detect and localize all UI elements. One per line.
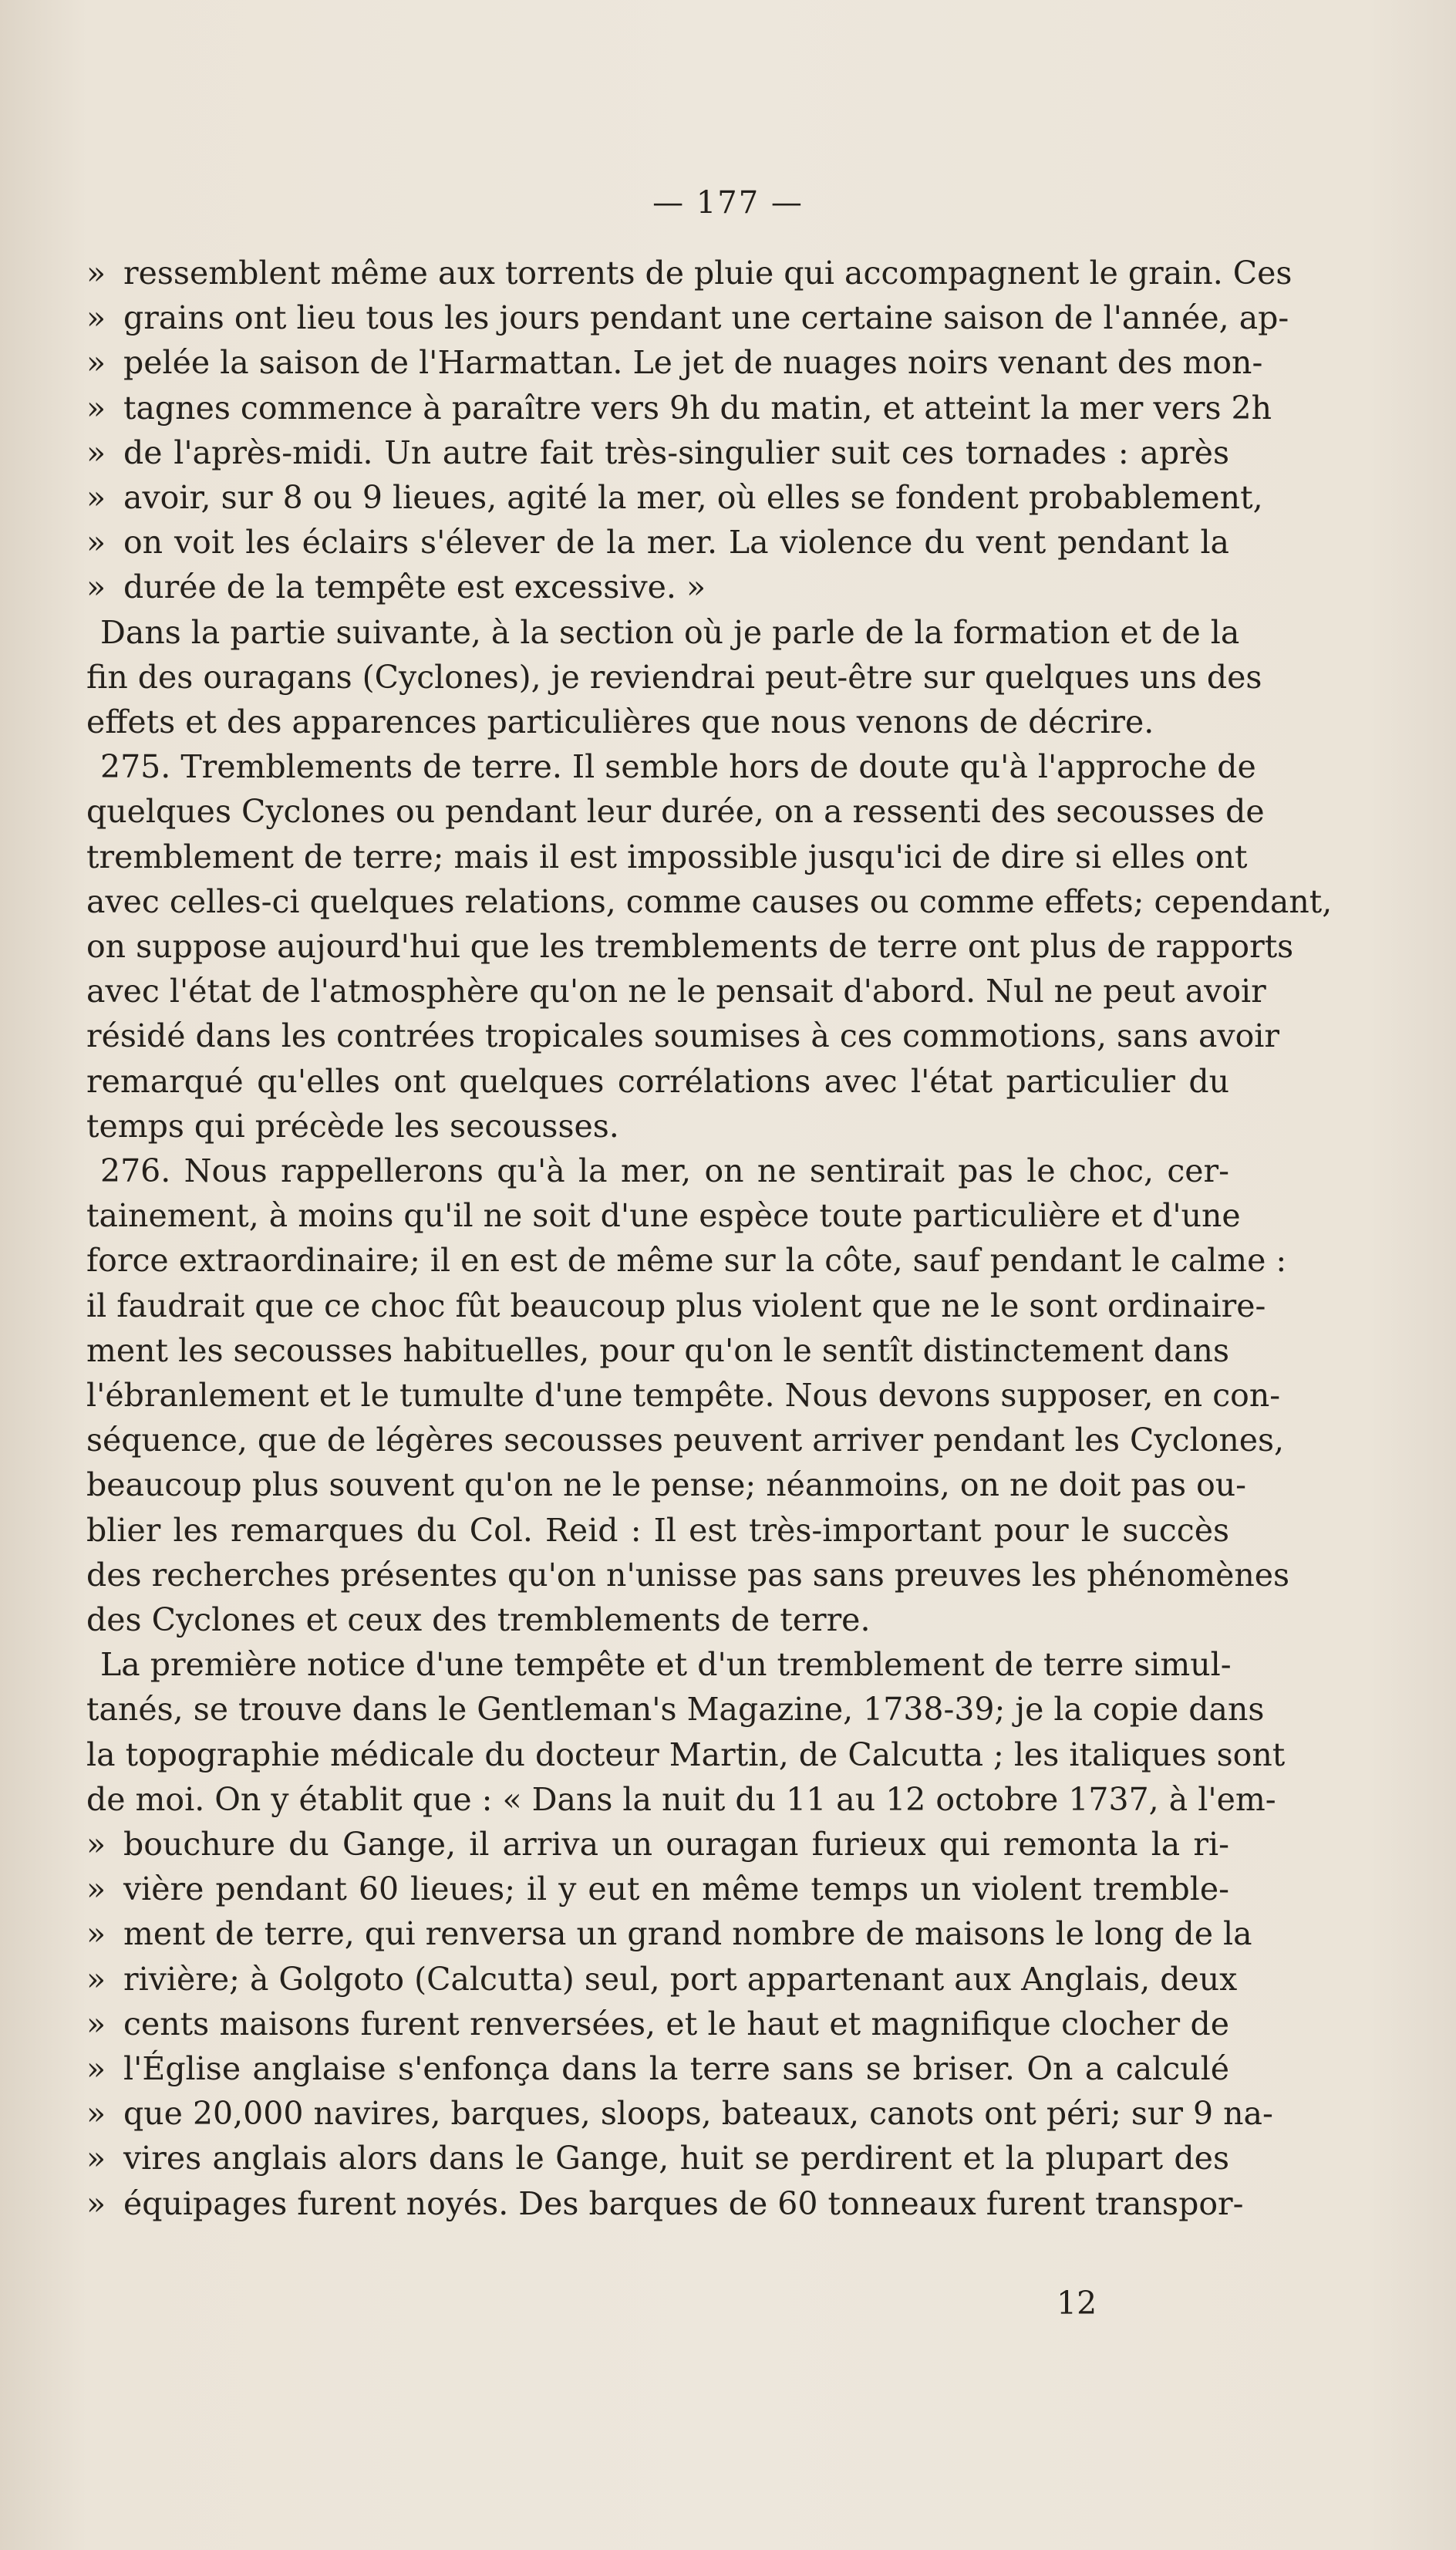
text-line: la topographie médicale du docteur Martin, de Calcutta ; les italiques sont xyxy=(86,1736,1286,1773)
text-line: l'Église anglaise s'enfonça dans la terre sans se briser. On a calculé xyxy=(123,2050,1229,2087)
text-line: rivière; à Golgoto (Calcutta) seul, port appartenant aux Anglais, deux xyxy=(123,1961,1238,1998)
text-line: de l'après-midi. Un autre fait très-singulier suit ces tornades : après xyxy=(123,434,1229,471)
text-line: avec celles-ci quelques relations, comme causes ou comme effets; cependant, xyxy=(86,883,1333,920)
text-line: fin des ouragans (Cyclones), je reviendrai peut-être sur quelques uns des xyxy=(86,659,1262,696)
text-line: bouchure du Gange, il arriva un ouragan furieux qui remonta la ri- xyxy=(123,1826,1229,1863)
text-line: avoir, sur 8 ou 9 lieues, agité la mer, où elles se fondent probablement, xyxy=(123,479,1263,516)
text-line: durée de la tempête est excessive. » xyxy=(123,568,706,605)
text-line: La première notice d'une tempête et d'un tremblement de terre simul- xyxy=(100,1646,1232,1683)
text-line: temps qui précède les secousses. xyxy=(86,1108,619,1145)
text-line: vière pendant 60 lieues; il y eut en même temps un violent tremble- xyxy=(123,1870,1229,1907)
quote-marker: » xyxy=(86,390,106,427)
text-line: l'ébranlement et le tumulte d'une tempête. Nous devons supposer, en con- xyxy=(86,1377,1281,1414)
text-line: de moi. On y établit que : « Dans la nuit du 11 au 12 octobre 1737, à l'em- xyxy=(86,1781,1276,1818)
text-line: pelée la saison de l'Harmattan. Le jet de nuages noirs venant des mon- xyxy=(123,344,1263,381)
quote-marker: » xyxy=(86,344,106,381)
text-line: des Cyclones et ceux des tremblements de terre. xyxy=(86,1601,871,1638)
text-line: beaucoup plus souvent qu'on ne le pense; néanmoins, on ne doit pas ou- xyxy=(86,1466,1247,1503)
text-line: cents maisons furent renversées, et le haut et magnifique clocher de xyxy=(123,2005,1229,2042)
text-line: résidé dans les contrées tropicales soumises à ces commotions, sans avoir xyxy=(86,1017,1279,1054)
text-line: ment de terre, qui renversa un grand nombre de maisons le long de la xyxy=(123,1915,1252,1952)
text-line: effets et des apparences particulières que nous venons de décrire. xyxy=(86,703,1154,740)
quote-marker: » xyxy=(86,255,106,292)
text-line: tagnes commence à paraître vers 9h du matin, et atteint la mer vers 2h xyxy=(123,390,1272,427)
text-line: il faudrait que ce choc fût beaucoup plus violent que ne le sont ordinaire- xyxy=(86,1287,1266,1324)
text-line: avec l'état de l'atmosphère qu'on ne le pensait d'abord. Nul ne peut avoir xyxy=(86,973,1266,1010)
quote-marker: » xyxy=(86,479,106,516)
text-line: ressemblent même aux torrents de pluie qui accompagnent le grain. Ces xyxy=(123,255,1293,292)
text-line: on suppose aujourd'hui que les tremblements de terre ont plus de rapports xyxy=(86,928,1294,965)
quote-marker: » xyxy=(86,2140,106,2177)
text-line: blier les remarques du Col. Reid : Il est très-important pour le succès xyxy=(86,1512,1229,1549)
text-line: équipages furent noyés. Des barques de 60 tonneaux furent transpor- xyxy=(123,2185,1244,2222)
text-line: force extraordinaire; il en est de même sur la côte, sauf pendant le calme : xyxy=(86,1242,1287,1279)
quote-marker: » xyxy=(86,1915,106,1952)
text-line: Dans la partie suivante, à la section où je parle de la formation et de la xyxy=(100,614,1240,651)
quote-marker: » xyxy=(86,524,106,561)
text-line: vires anglais alors dans le Gange, huit se perdirent et la plupart des xyxy=(123,2140,1229,2177)
quote-marker: » xyxy=(86,1961,106,1998)
signature-mark: 12 xyxy=(1057,2285,1097,2322)
text-line: 276. Nous rappellerons qu'à la mer, on ne sentirait pas le choc, cer- xyxy=(100,1152,1229,1189)
text-line: tainement, à moins qu'il ne soit d'une espèce toute particulière et d'une xyxy=(86,1197,1241,1234)
text-line: remarqué qu'elles ont quelques corrélations avec l'état particulier du xyxy=(86,1063,1229,1100)
quote-marker: » xyxy=(86,568,106,605)
text-line: grains ont lieu tous les jours pendant une certaine saison de l'année, ap- xyxy=(123,299,1289,336)
text-line: tremblement de terre; mais il est impossible jusqu'ici de dire si elles ont xyxy=(86,838,1248,875)
text-line: on voit les éclairs s'élever de la mer. La violence du vent pendant la xyxy=(123,524,1229,561)
text-line: 275. Tremblements de terre. Il semble hors de doute qu'à l'approche de xyxy=(100,748,1256,785)
quote-marker: » xyxy=(86,1826,106,1863)
page-number: — 177 — xyxy=(652,185,804,221)
text-line: tanés, se trouve dans le Gentleman's Magazine, 1738-39; je la copie dans xyxy=(86,1691,1265,1728)
text-line: ment les secousses habituelles, pour qu'on le sentît distinctement dans xyxy=(86,1332,1229,1369)
text-line: séquence, que de légères secousses peuvent arriver pendant les Cyclones, xyxy=(86,1422,1285,1459)
text-line: des recherches présentes qu'on n'unisse pas sans preuves les phénomènes xyxy=(86,1557,1290,1594)
quote-marker: » xyxy=(86,2095,106,2132)
quote-marker: » xyxy=(86,434,106,471)
quote-marker: » xyxy=(86,1870,106,1907)
quote-marker: » xyxy=(86,2005,106,2042)
text-line: que 20,000 navires, barques, sloops, bateaux, canots ont péri; sur 9 na- xyxy=(123,2095,1273,2132)
quote-marker: » xyxy=(86,2050,106,2087)
quote-marker: » xyxy=(86,2185,106,2222)
quote-marker: » xyxy=(86,299,106,336)
text-line: quelques Cyclones ou pendant leur durée, on a ressenti des secousses de xyxy=(86,793,1265,830)
